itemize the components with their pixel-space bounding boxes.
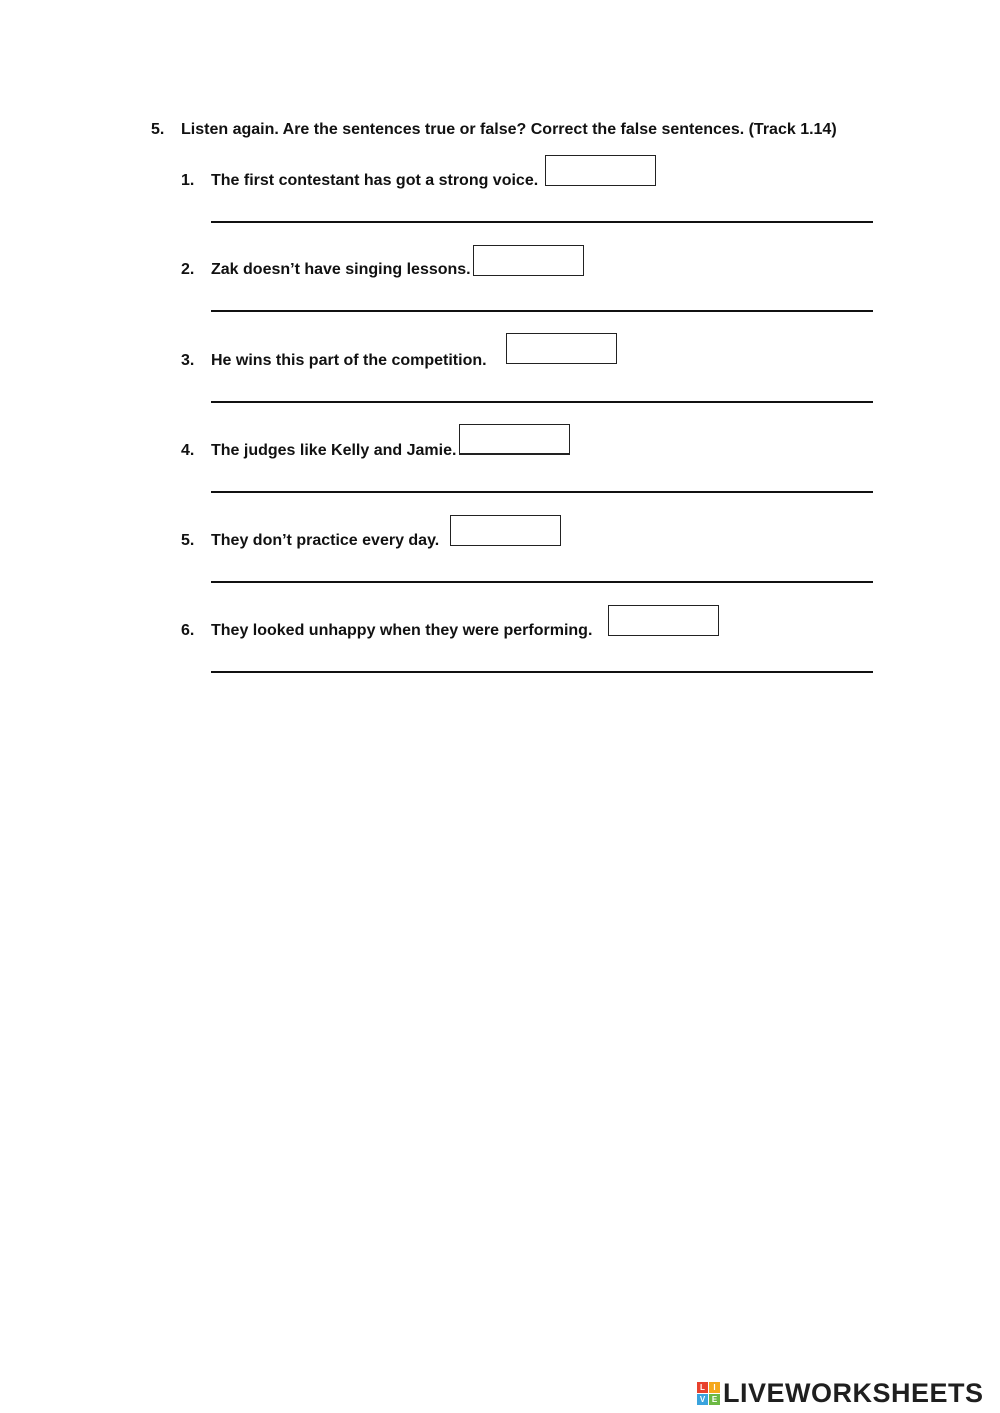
true-false-box[interactable] xyxy=(506,333,617,364)
question-item-6 xyxy=(181,621,881,711)
task-title xyxy=(151,121,911,139)
correction-line[interactable] xyxy=(211,671,873,673)
question-number: 3. xyxy=(181,352,195,369)
true-false-box[interactable] xyxy=(459,424,570,455)
question-text: The first contestant has got a strong voice. xyxy=(211,172,539,189)
question-item-5 xyxy=(181,531,881,621)
logo-letter: L xyxy=(697,1382,708,1393)
question-text: He wins this part of the competition. xyxy=(211,352,487,369)
question-text: The judges like Kelly and Jamie. xyxy=(211,442,457,459)
true-false-box[interactable] xyxy=(608,605,719,636)
question-number: 1. xyxy=(181,172,195,189)
question-text: They looked unhappy when they were performing. xyxy=(211,622,593,639)
true-false-box[interactable] xyxy=(450,515,561,546)
liveworksheets-logo xyxy=(697,1377,984,1409)
true-false-box[interactable] xyxy=(473,245,584,276)
question-text: They don’t practice every day. xyxy=(211,532,440,549)
question-number: 6. xyxy=(181,622,195,639)
logo-letter: I xyxy=(709,1382,720,1393)
question-text: Zak doesn’t have singing lessons. xyxy=(211,261,471,278)
logo-letter: E xyxy=(709,1394,720,1405)
logo-mark-icon xyxy=(697,1382,720,1405)
question-number: 4. xyxy=(181,442,195,459)
question-number: 2. xyxy=(181,261,195,278)
correction-line[interactable] xyxy=(211,401,873,403)
logo-letter: V xyxy=(697,1394,708,1405)
task-instruction: Listen again. Are the sentences true or false? Correct the false sentences. (Track 1.14) xyxy=(181,121,837,138)
correction-line[interactable] xyxy=(211,310,873,312)
true-false-box[interactable] xyxy=(545,155,656,186)
question-number: 5. xyxy=(181,532,195,549)
correction-line[interactable] xyxy=(211,221,873,223)
correction-line[interactable] xyxy=(211,491,873,493)
task-number: 5. xyxy=(151,121,165,138)
brand-name: LIVEWORKSHEETS xyxy=(723,1377,984,1408)
correction-line[interactable] xyxy=(211,581,873,583)
